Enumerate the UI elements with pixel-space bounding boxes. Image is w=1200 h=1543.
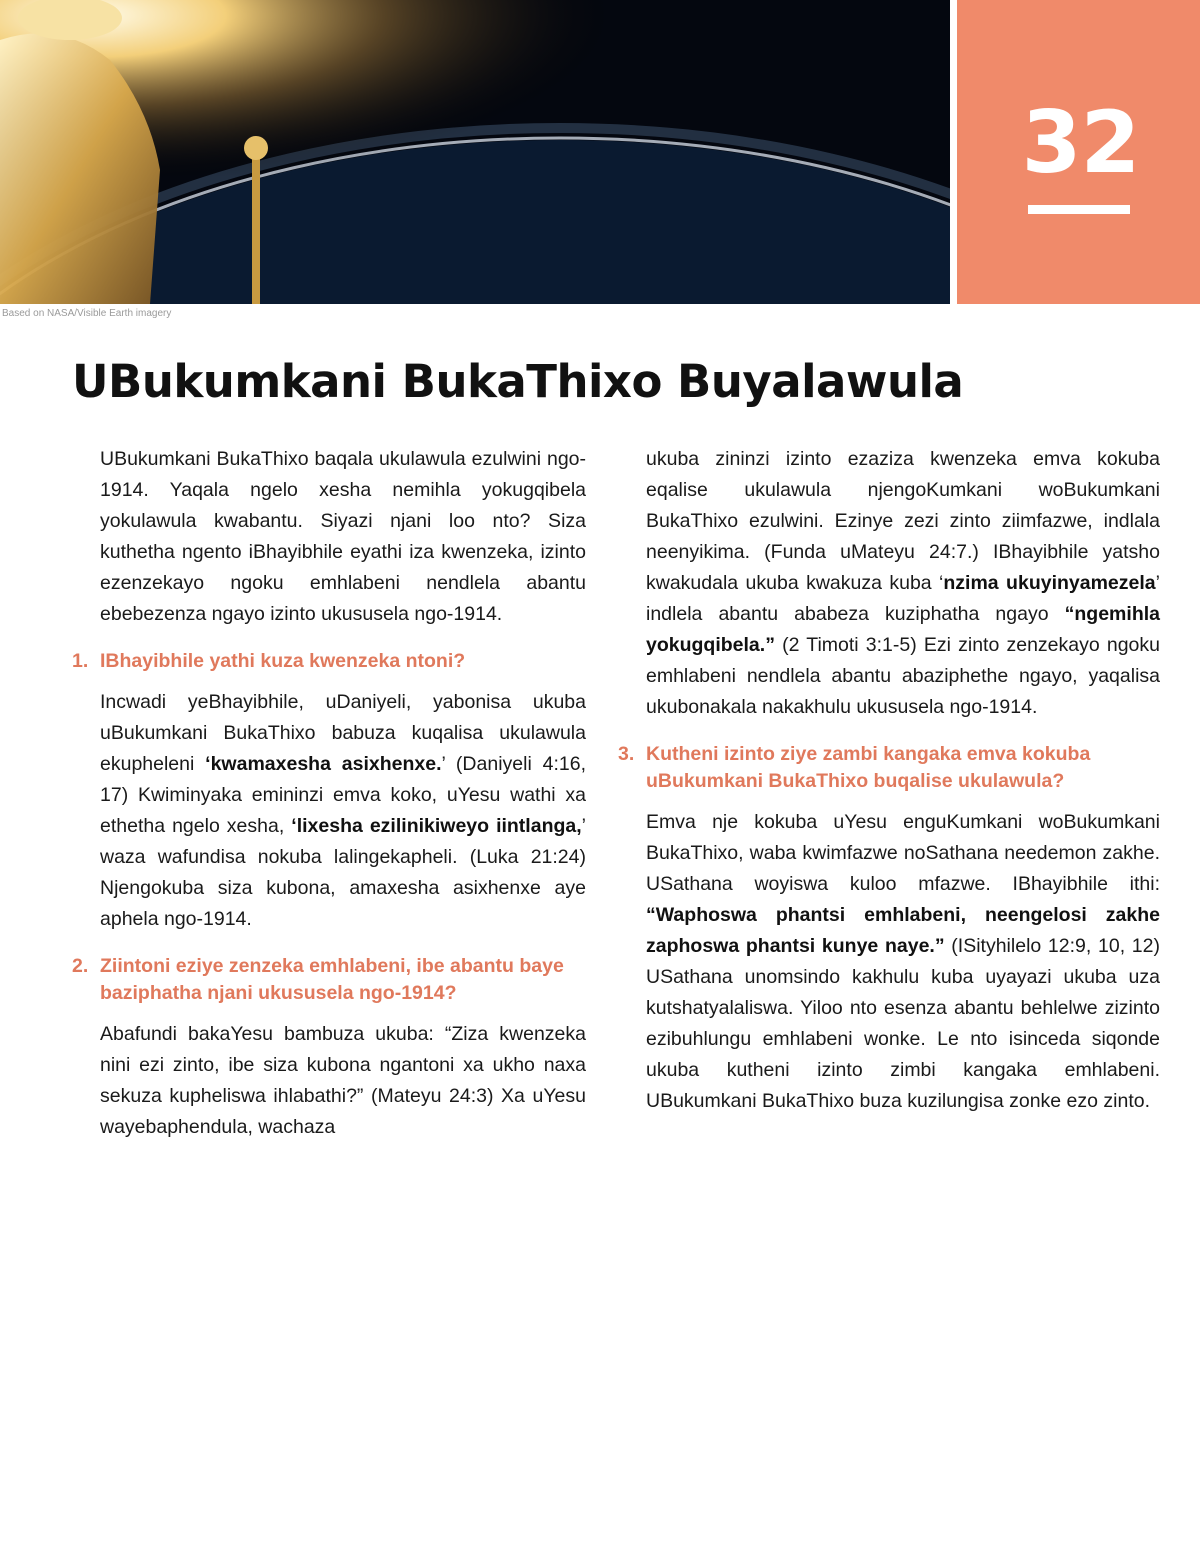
- lesson-number: 32: [1021, 93, 1140, 193]
- image-credit: Based on NASA/Visible Earth imagery: [2, 308, 172, 319]
- bold-quote: “ngemihla yokugqibela.”: [646, 603, 1160, 656]
- page-title: UBukumkani BukaThixo Buyalawula: [72, 355, 964, 408]
- answer-paragraph-1: Incwadi yeBhayibhile, uDaniyeli, yabonisa ukuba uBukumkani BukaThixo babuza kuqalisa ukulawula ekupheleni ‘kwamaxesha asixhenxe.’ (Daniyeli 4:16, 17) Kwiminyaka emininzi emva koko, uYesu wathi xa ethetha ngelo xesha, ‘lixesha ezilinikiweyo iintlanga,’ waza wafundisa nokuba lalingekapheli. (Luka 21:24) Njengokuba siza kubona, amaxesha asixhenxe aye aphela ngo-1914.: [100, 691, 586, 930]
- question-text: IBhayibhile yathi kuza kwenzeka ntoni?: [100, 650, 466, 672]
- question-text: Ziintoni eziye zenzeka emhlabeni, ibe abantu baye baziphatha njani ukususela ngo-1914?: [100, 955, 564, 1004]
- right-column: [618, 444, 1160, 1135]
- left-column: [72, 444, 586, 1161]
- answer-paragraph-2: Abafundi bakaYesu bambuza ukuba: “Ziza kwenzeka nini ezi zinto, ibe siza kubona ngantoni xa ukho naxa sekuza kupheliswa ihlabathi?” (Mateyu 24:3) Xa uYesu wayebaphendula, wachaza: [100, 1023, 586, 1138]
- intro-paragraph: UBukumkani BukaThixo baqala ukulawula ezulwini ngo-1914. Yaqala ngelo xesha nemihla yokugqibela yokulawula kwabantu. Siyazi njani loo nto? Siza kuthetha ngento iBhayibhile eyathi iza kwenzeka, izinto ezenzekayo ngoku emhlabeni nendlela abantu ebebezenza ngayo izinto ukususela ngo-1914.: [100, 448, 586, 625]
- bold-quote: ‘kwamaxesha asixhenxe.: [205, 753, 442, 775]
- lesson-number-badge: [957, 0, 1200, 304]
- answer-paragraph-3: Emva nje kokuba uYesu enguKumkani woBukumkani BukaThixo, waba kwimfazwe noSathana needemon zakhe. USathana woyiswa kuloo mfazwe. IBhayibhile ithi: “Waphoswa phantsi emhlabeni, neengelosi zakhe zaphoswa phantsi kunye naye.” (ISityhilelo 12:9, 10, 12) USathana unomsindo kakhulu kuba uyayazi ukuba uza kutshatyalaliswa. Yiloo nto esenza abantu behlelwe zizinto ezibuhlungu emhlabeni wonke. Le nto isinceda siqonde ukuba kutheni izinto zimbi kangaka emhlabeni. UBukumkani BukaThixo buza kuzilungisa zonke ezo zinto.: [646, 811, 1160, 1112]
- bold-quote: nzima ukuyinyamezela: [943, 572, 1156, 594]
- answer-paragraph-2-continued: ukuba zininzi izinto ezaziza kwenzeka emva kokuba eqalise ukulawula njengoKumkani woBukumkani BukaThixo ezulwini. Ezinye zezi zinto ziimfazwe, indlala neenyikima. (Funda uMateyu 24:7.) IBhayibhile yatsho kwakudala ukuba kwakuza kuba ‘nzima ukuyinyamezela’ indlela abantu ababeza kuziphatha ngayo “ngemihla yokugqibela.” (2 Timoti 3:1-5) Ezi zinto zenzekayo ngoku emhlabeni nendlela abantu abaziphethe ngayo, yaqalisa ukubonakala nakakhulu ukususela ngo-1914.: [646, 448, 1160, 718]
- question-1: [72, 648, 586, 675]
- question-text: Kutheni izinto ziye zambi kangaka emva kokuba uBukumkani BukaThixo buqalise ukulawula?: [646, 743, 1091, 792]
- hero-image: [0, 0, 950, 304]
- question-number: 1.: [72, 650, 89, 672]
- question-2: [72, 953, 586, 1007]
- bold-quote: “Waphoswa phantsi emhlabeni, neengelosi zakhe zaphoswa phantsi kunye naye.”: [646, 904, 1160, 957]
- badge-underline: [1028, 205, 1130, 214]
- question-3: [618, 741, 1160, 795]
- bold-quote: ‘lixesha ezilinikiweyo iintlanga,: [291, 815, 582, 837]
- question-number: 2.: [72, 955, 89, 977]
- question-number: 3.: [618, 743, 635, 765]
- earth-from-space-illustration: [0, 0, 950, 304]
